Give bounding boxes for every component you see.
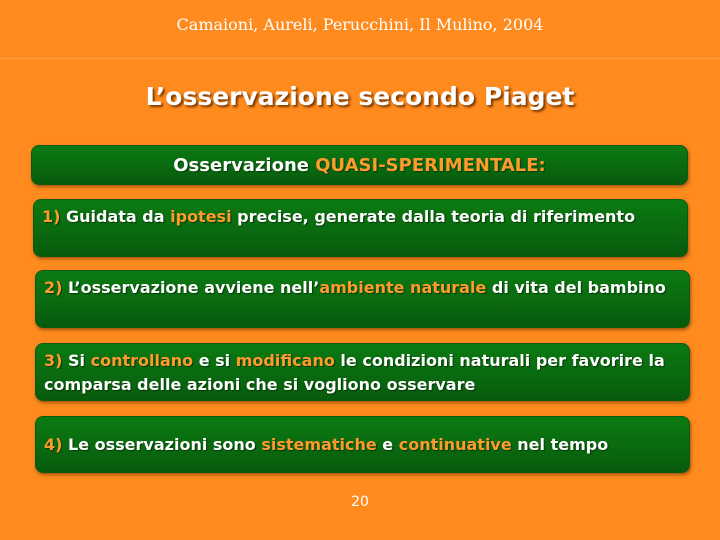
item-text: di vita del bambino [486,278,666,297]
item-text: e si [193,351,236,370]
item-text: le condizioni naturali per favorire la comparsa delle azioni che si vogliono osservare [44,351,665,394]
item-highlight: modificano [235,351,335,370]
item-text: Guidata da [60,207,171,226]
item-text: precise, generate dalla teoria di riferimento [231,207,636,226]
slide-title: L’osservazione secondo Piaget [145,82,575,111]
item-text: nel tempo [511,435,609,454]
heading-box [31,145,688,185]
item-box-2 [35,270,690,328]
item-number: 4) [44,435,63,454]
item-text: e [376,435,399,454]
item-highlight: continuative [398,435,512,454]
item-number: 2) [44,278,63,297]
item-number: 3) [44,351,63,370]
heading-prefix: Osservazione [173,155,316,176]
item-text: Le osservazioni sono [62,435,262,454]
page-number: 20 [351,494,369,510]
item-highlight: ipotesi [170,207,232,226]
item-highlight: controllano [90,351,194,370]
item-box-4 [35,416,690,473]
heading-suffix: : [538,155,546,176]
item-number: 1) [42,207,61,226]
citation-header [0,0,720,59]
item-box-1 [33,199,688,257]
item-highlight: sistematiche [261,435,377,454]
item-box-3 [35,343,690,401]
citation-text: Camaioni, Aureli, Perucchini, Il Mulino, 2004 [176,15,544,34]
item-highlight: ambiente naturale [319,278,487,297]
item-text: L’osservazione avviene nell’ [62,278,320,297]
heading-highlight: QUASI-SPERIMENTALE [315,155,539,176]
item-text: Si [62,351,91,370]
